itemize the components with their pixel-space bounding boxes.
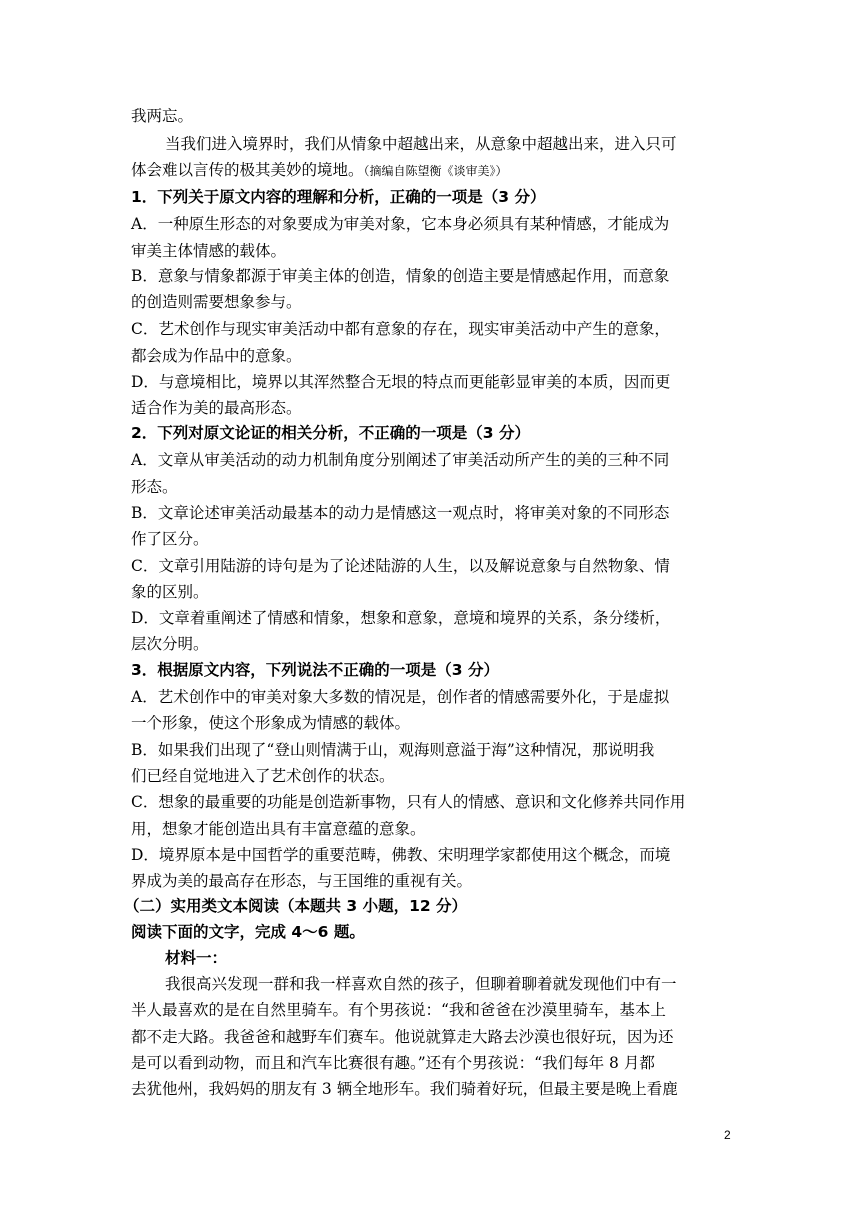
text-line: 象的区别。 [131, 583, 209, 601]
q2-option-c: C．文章引用陆游的诗句是为了论述陆游的人生，以及解说意象与自然物象、情 [131, 557, 670, 575]
q3-option-c: C．想象的最重要的功能是创造新事物，只有人的情感、意识和文化修养共同作用 [131, 793, 686, 811]
section-heading: （二）实用类文本阅读（本题共 3 小题，12 分） [124, 897, 468, 915]
text-line: 都不走大路。我爸爸和越野车们赛车。他说就算走大路去沙漠也很好玩，因为还 [131, 1028, 674, 1046]
text-line: 是可以看到动物，而且和汽车比赛很有趣。”还有个男孩说：“我们每年 8 月都 [131, 1054, 655, 1072]
text-line: 我很高兴发现一群和我一样喜欢自然的孩子，但聊着聊着就发现他们中有一 [165, 975, 677, 993]
reading-instruction: 阅读下面的文字，完成 4～6 题。 [131, 923, 365, 941]
text-line: 形态。 [131, 478, 178, 496]
text-line: 半人最喜欢的是在自然里骑车。有个男孩说：“我和爸爸在沙漠里骑车，基本上 [131, 1001, 666, 1019]
q2-option-a: A．文章从审美活动的动力机制角度分别阐述了审美活动所产生的美的三种不同 [131, 451, 670, 469]
text-line: 去犹他州，我妈妈的朋友有 3 辆全地形车。我们骑着好玩，但最主要是晚上看鹿 [131, 1080, 678, 1098]
q1-option-c: C．艺术创作与现实审美活动中都有意象的存在，现实审美活动中产生的意象， [131, 320, 670, 338]
question-1-title: 1．下列关于原文内容的理解和分析，正确的一项是（3 分） [131, 188, 546, 206]
q1-option-b: B．意象与情象都源于审美主体的创造，情象的创造主要是情感起作用，而意象 [131, 267, 670, 285]
q3-option-b: B．如果我们出现了“登山则情满于山，观海则意溢于海”这种情况，那说明我 [131, 741, 655, 759]
text-line: 当我们进入境界时，我们从情象中超越出来，从意象中超越出来，进入只可 [165, 135, 677, 153]
text-line: 都会成为作品中的意象。 [131, 347, 302, 365]
q2-option-b: B．文章论述审美活动最基本的动力是情感这一观点时，将审美对象的不同形态 [131, 504, 670, 522]
text-line: 用，想象才能创造出具有丰富意蕴的意象。 [131, 820, 426, 838]
text-line: 的创造则需要想象参与。 [131, 293, 302, 311]
question-3-title: 3．根据原文内容，下列说法不正确的一项是（3 分） [131, 661, 499, 679]
q1-option-d: D．与意境相比，境界以其浑然整合无垠的特点而更能彰显审美的本质，因而更 [131, 373, 671, 391]
text-line: 一个形象，使这个形象成为情感的载体。 [131, 714, 411, 732]
text-line: 界成为美的最高存在形态，与王国维的重视有关。 [131, 872, 473, 890]
text-line: 层次分明。 [131, 635, 209, 653]
text-line: 适合作为美的最高形态。 [131, 399, 302, 417]
text-line: 们已经自觉地进入了艺术创作的状态。 [131, 767, 395, 785]
q3-option-d: D．境界原本是中国哲学的重要范畴，佛教、宋明理学家都使用这个概念，而境 [131, 846, 671, 864]
page-number: 2 [724, 1128, 731, 1142]
text-line: 审美主体情感的载体。 [131, 242, 287, 260]
q2-option-d: D．文章着重阐述了情感和情象，想象和意象，意境和境界的关系，条分缕析， [131, 609, 671, 627]
text-line [131, 158, 731, 183]
material-label: 材料一： [165, 949, 228, 967]
text-line: 作了区分。 [131, 530, 209, 548]
q1-option-a: A．一种原生形态的对象要成为审美对象，它本身必须具有某种情感，才能成为 [131, 215, 670, 233]
q3-option-a: A．艺术创作中的审美对象大多数的情况是，创作者的情感需要外化，于是虚拟 [131, 688, 670, 706]
question-2-title: 2．下列对原文论证的相关分析，不正确的一项是（3 分） [131, 424, 530, 442]
text-line: 我两忘。 [131, 107, 194, 125]
source-citation: （摘编自陈望衡《谈审美》） [363, 164, 508, 178]
text-line-main: 体会难以言传的极其美妙的境地。 [131, 161, 364, 179]
